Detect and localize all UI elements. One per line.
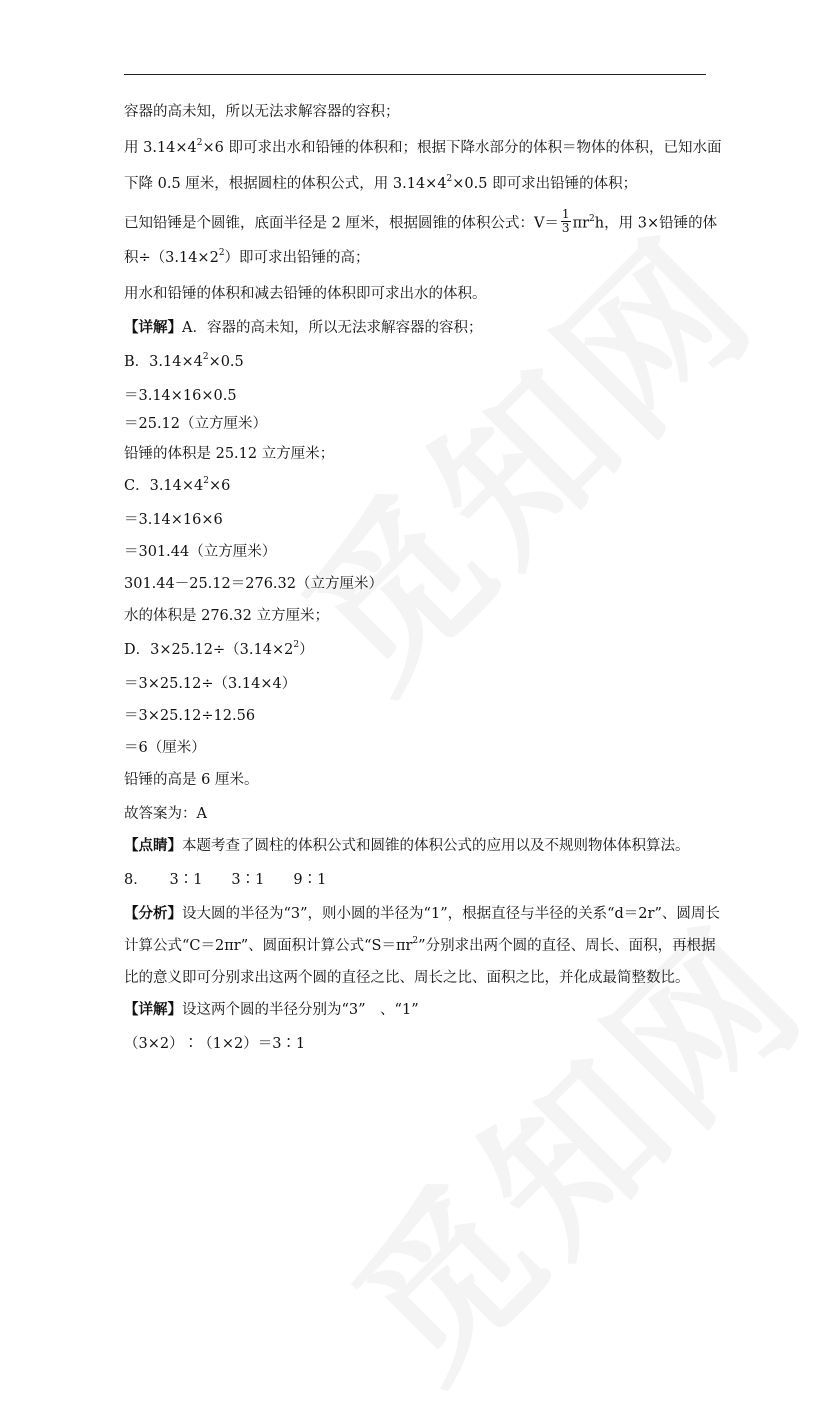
text-line: 容器的高未知，所以无法求解容器的容积； [124, 104, 400, 120]
text-line: 铅锤的体积是 25.12 立方厘米； [124, 446, 335, 462]
text-line: ＝3×25.12÷（3.14×4） [124, 676, 297, 692]
text-line: 【分析】设大圆的半径为“3”，则小圆的半径为“1”，根据直径与半径的关系“d＝2r”、圆周长 [124, 905, 720, 922]
text-line: 301.44－25.12＝276.32（立方厘米） [124, 576, 383, 592]
text-line: ＝3.14×16×6 [124, 512, 223, 528]
fraction: $\frac{1}{3}$ [561, 207, 570, 235]
text-line: 【详解】设这两个圆的半径分别为“3” 、“1” [124, 1001, 419, 1018]
text-line: 用水和铅锤的体积和减去铅锤的体积即可求出水的体积。 [124, 286, 487, 302]
text-line: B．$3.14\times 4^2\times 0.5$ [124, 352, 244, 370]
text-line: 积$\div(3.14\times 2^2)$即可求出铅锤的高； [124, 248, 370, 266]
text-line: ＝301.44（立方厘米） [124, 544, 277, 560]
text-line: ＝6（厘米） [124, 740, 206, 756]
text-line: 比的意义即可分别求出这两个圆的直径之比、周长之比、面积之比，并化成最简整数比。 [124, 970, 690, 986]
text-line: 故答案为：A [124, 806, 207, 822]
text-line: 已知铅锤是个圆锥，底面半径是 2 厘米，根据圆锥的体积公式：V＝ $\frac{1}{3}$ $\pi r^2h$，用 3×铅锤的体 [124, 207, 718, 235]
text-line: 用 $3.14\times 4^2\times 6$ 即可求出水和铅锤的体积和；根据下降水部分的体积＝物体的体积，已知水面 [124, 138, 722, 156]
text-line: 铅锤的高是 6 厘米。 [124, 772, 259, 788]
text-line: 【点睛】本题考查了圆柱的体积公式和圆锥的体积公式的应用以及不规则物体体积算法。 [124, 837, 690, 854]
answer-line: 8． 3∶1 3∶1 9∶1 [124, 872, 327, 888]
header-rule [124, 74, 706, 75]
text-line: ＝3×25.12÷12.56 [124, 708, 256, 724]
text-line: ＝3.14×16×0.5 [124, 388, 237, 404]
text-line: 下降 0.5 厘米，根据圆柱的体积公式，用 $3.14\times 4^2\times 0.5$ 即可求出铅锤的体积； [124, 174, 638, 192]
text-line: D．$3\times 25.12\div(3.14\times 2^2)$ [124, 640, 314, 658]
text-line: ＝25.12（立方厘米） [124, 416, 268, 432]
text-line: C．$3.14\times 4^2\times 6$ [124, 476, 231, 494]
text-line: （3×2）∶（1×2）＝3∶1 [124, 1036, 306, 1052]
text-line: 【详解】A．容器的高未知，所以无法求解容器的容积； [124, 319, 483, 336]
text-line: 计算公式“C＝2πr”、圆面积计算公式“$S=\pi r^2$”分别求出两个圆的直径、周长、面积，再根据 [124, 936, 716, 954]
text-line: 水的体积是 276.32 立方厘米； [124, 608, 329, 624]
